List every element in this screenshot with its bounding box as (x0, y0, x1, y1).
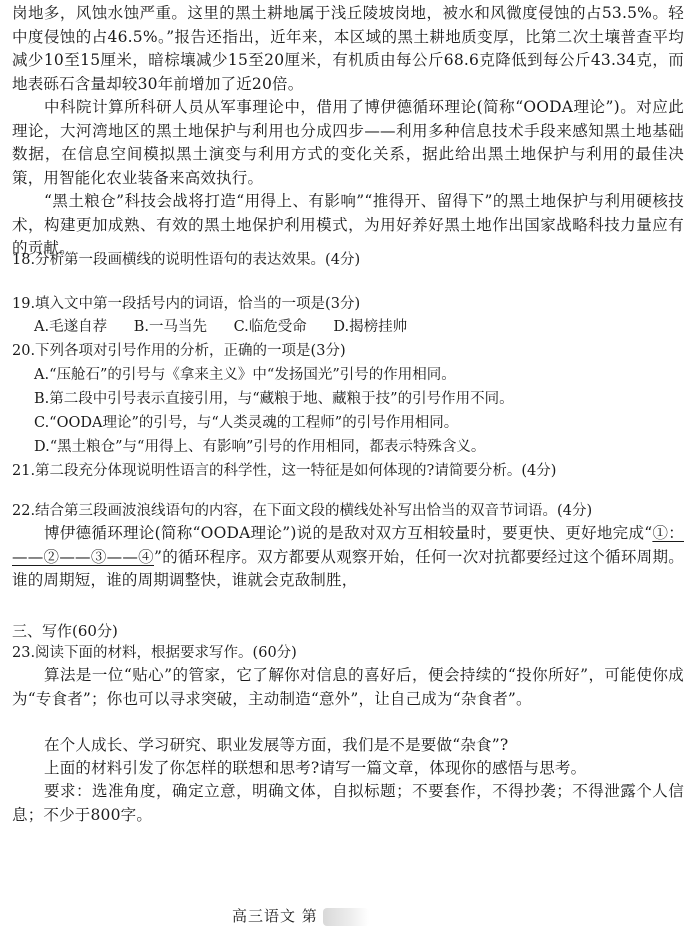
writing-material-3: 上面的材料引发了你怎样的联想和思考?请写一篇文章，体现你的感悟与思考。 (44, 759, 587, 777)
footer-smudge (323, 908, 369, 926)
passage-paragraph-1: 岗地多，风蚀水蚀严重。这里的黑土耕地属于浅丘陵坡岗地，被水和风微度侵蚀的占53.5%。轻中度侵蚀的占46.5%。”报告还指出，近年来，本区域的黑土耕地质变厚，比第二次土壤普查平均减少10至15厘米，暗棕壤减少15至20厘米，有机质由每公斤68.6克降低到每公斤43.34克，而地表砾石含量却较30年前增加了近20倍。 (12, 4, 684, 93)
question-20: 20.下列各项对引号作用的分析，正确的一项是(3分) (12, 343, 346, 359)
question-19-options (34, 316, 429, 339)
q19-option-a[interactable]: A.毛遂自荐 (34, 319, 108, 335)
q19-option-c[interactable]: C.临危受命 (233, 319, 307, 335)
passage-paragraph-3: “黑土粮仓”科技会战将打造“用得上、有影响”“推得开、留得下”的黑土地保护与利用硬核技术，构建更加成熟、有效的黑土地保护利用模式，为用好养好黑土地作出国家战略科技力量应有的贡献。 (12, 192, 684, 257)
q20-option-d[interactable]: D.“黑土粮仓”与“用得上、有影响”引号的作用相同，都表示特殊含义。 (34, 439, 486, 455)
q22-text-tail: ”的循环程序。双方都要从观察开始，任何一次对抗都要经过这个循环周期。谁的周期短，谁的周期调整快，谁就会克敌制胜， (12, 547, 684, 589)
question-19: 19.填入文中第一段括号内的词语，恰当的一项是(3分) (12, 296, 361, 312)
page-footer: 高三语文 第 (232, 907, 318, 925)
q19-option-b[interactable]: B.一马当先 (133, 319, 207, 335)
q22-blank-sequence[interactable]: ①：——②——③——④ (12, 524, 684, 566)
q19-option-d[interactable]: D.揭榜挂帅 (333, 319, 408, 335)
q20-option-c[interactable]: C.“OODA理论”的引号，与“人类灵魂的工程师”的引号作用相同。 (34, 415, 459, 431)
q22-text-lead: 博伊德循环理论(简称“OODA理论”)说的是敌对双方互相较量时，要更快、更好地完成“ (44, 524, 653, 542)
q20-option-b[interactable]: B.第二段中引号表示直接引用，与“藏粮于地、藏粮于技”的引号作用不同。 (34, 391, 514, 407)
writing-requirements: 要求：选准角度，确定立意，明确文体，自拟标题；不要套作，不得抄袭；不得泄露个人信息；不少于800字。 (12, 782, 684, 824)
writing-section-title: 三、写作(60分) (12, 622, 118, 640)
q20-option-a[interactable]: A.“压舱石”的引号与《拿来主义》中“发扬国光”引号的作用相同。 (34, 367, 456, 383)
question-23: 23.阅读下面的材料，根据要求写作。(60分) (12, 645, 297, 661)
question-18: 18.分析第一段画横线的说明性语句的表达效果。(4分) (12, 252, 361, 268)
passage-paragraph-2: 中科院计算所科研人员从军事理论中，借用了博伊德循环理论(简称“OODA理论”)。对应此理论，大河湾地区的黑土地保护与利用也分成四步——利用多种信息技术手段来感知黑土地基础数据，在信息空间模拟黑土演变与利用方式的变化关系，据此给出黑土地保护与利用的最佳决策，用智能化农业装备来高效执行。 (12, 98, 684, 187)
writing-material-2: 在个人成长、学习研究、职业发展等方面，我们是不是要做“杂食”? (44, 736, 509, 754)
writing-material-1: 算法是一位“贴心”的管家，它了解你对信息的喜好后，便会持续的“投你所好”，可能使你成为“专食者”；你也可以寻求突破，主动制造“意外”，让自己成为“杂食者”。 (12, 666, 684, 708)
question-21: 21.第二段充分体现说明性语言的科学性，这一特征是如何体现的?请简要分析。(4分) (12, 463, 557, 479)
question-22: 22.结合第三段画波浪线语句的内容，在下面文段的横线处补写出恰当的双音节词语。(4分) (12, 503, 593, 519)
question-22-passage (12, 522, 684, 593)
